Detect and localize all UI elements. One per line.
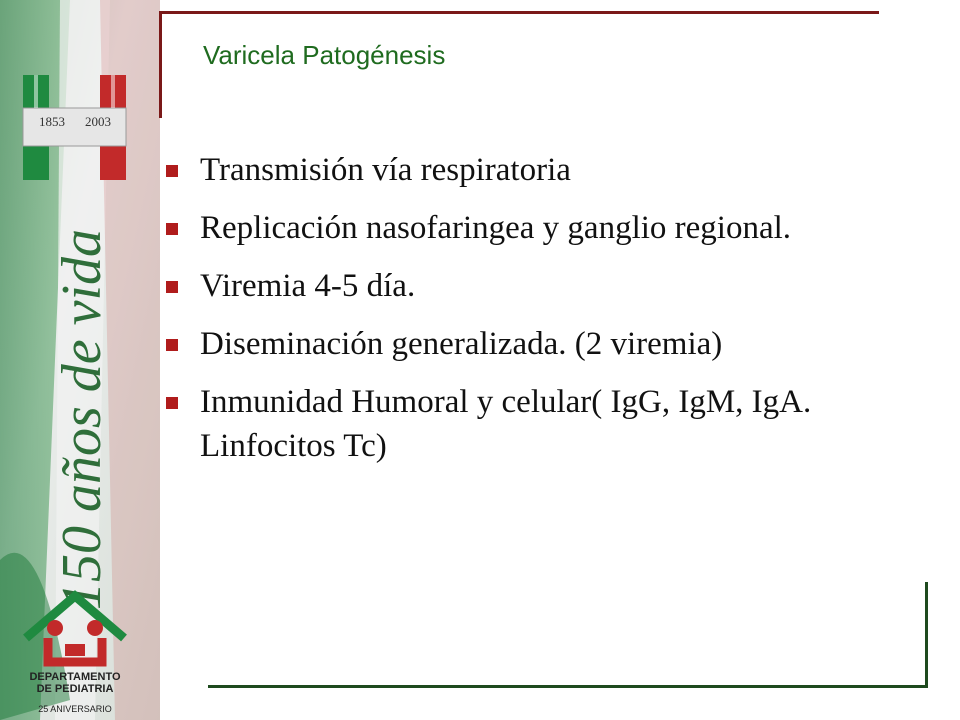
- bullet-text: Replicación nasofaringea y ganglio regional.: [200, 210, 792, 246]
- bullet-marker: [166, 223, 178, 235]
- bullet-text: Transmisión vía respiratoria: [200, 152, 571, 188]
- frame-right-line: [925, 582, 928, 688]
- bullet-text: Viremia 4-5 día.: [200, 268, 416, 304]
- bullet-item: [164, 264, 884, 308]
- bullet-text: Inmunidad Humoral y celular( IgG, IgM, IgA. Linfocitos Tc): [200, 384, 812, 464]
- department-logo: [10, 578, 140, 720]
- bullet-item: [164, 322, 884, 366]
- year-start: 1853: [39, 114, 65, 129]
- bullet-marker: [166, 165, 178, 177]
- frame-top-line: [159, 11, 879, 14]
- slide-title: Varicela Patogénesis: [203, 40, 446, 70]
- year-end: 2003: [85, 114, 111, 129]
- frame-bottom-line: [208, 685, 928, 688]
- bullet-text: Diseminación generalizada. (2 viremia): [200, 326, 723, 362]
- bullet-list: [164, 148, 884, 482]
- bullet-item: [164, 380, 884, 468]
- hospital-h-logo: [20, 70, 130, 185]
- anniversary-label: 25 ANIVERSARIO: [38, 704, 112, 714]
- bullet-marker: [166, 397, 178, 409]
- bullet-item: [164, 206, 884, 250]
- bullet-marker: [166, 339, 178, 351]
- tagline-text: 150 años de vida: [51, 228, 113, 610]
- bullet-marker: [166, 281, 178, 293]
- frame-left-line: [159, 11, 162, 118]
- bullet-item: [164, 148, 884, 192]
- department-line1: DEPARTAMENTO: [29, 671, 121, 683]
- department-line2: DE PEDIATRIA: [36, 683, 114, 695]
- tagline-vertical: [38, 200, 128, 620]
